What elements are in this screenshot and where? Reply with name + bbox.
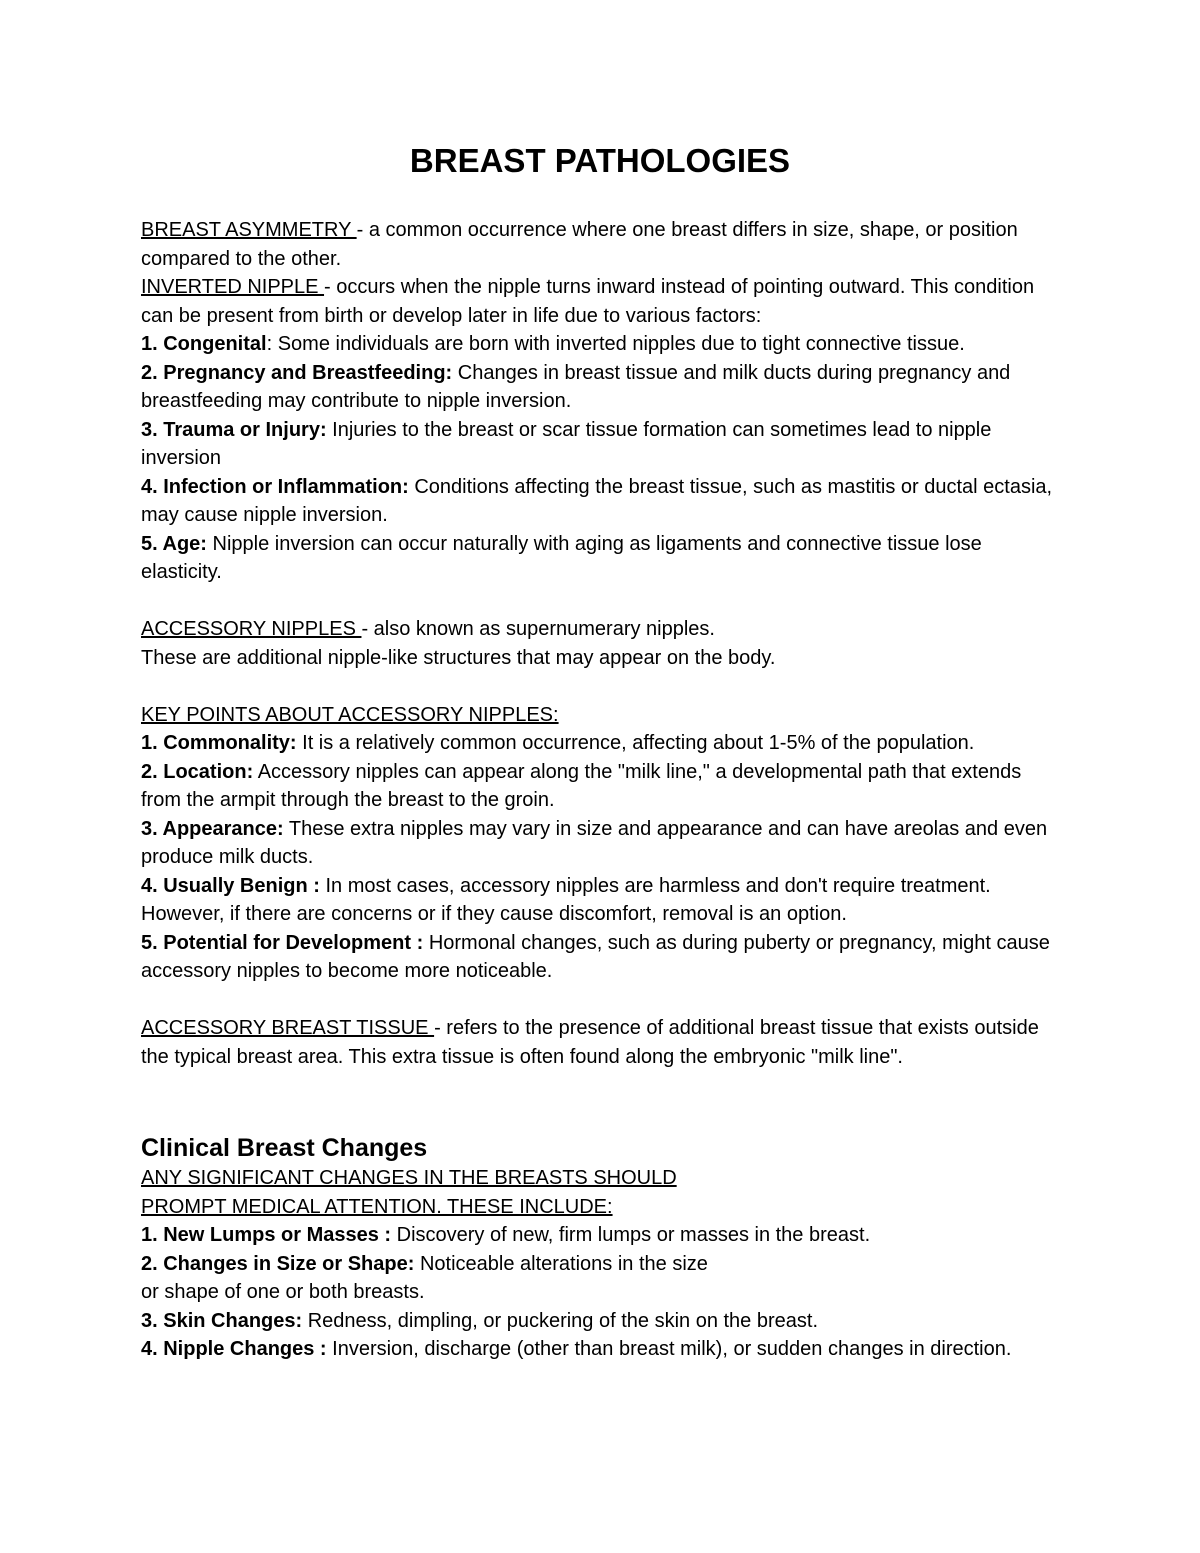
list-item-label: 5. Age: bbox=[141, 532, 207, 555]
list-item-text: Discovery of new, firm lumps or masses in the breast. bbox=[391, 1224, 871, 1246]
spacer bbox=[141, 672, 1066, 701]
list-item bbox=[141, 1335, 1066, 1364]
list-item-label: 3. Appearance: bbox=[141, 817, 284, 840]
list-item bbox=[141, 872, 1066, 929]
breast-asymmetry-term: BREAST ASYMMETRY bbox=[141, 219, 357, 241]
breast-asymmetry-text: - a common occurrence where one breast differs in size, shape, or position compared to the other. bbox=[141, 219, 1018, 270]
accessory-nipples-paragraph bbox=[141, 615, 1066, 644]
clinical-changes-heading: Clinical Breast Changes bbox=[141, 1134, 428, 1162]
list-item-text: Hormonal changes, such as during puberty or pregnancy, might cause accessory nipples to become more noticeable. bbox=[141, 931, 1050, 982]
list-item-label: 1. Congenital bbox=[141, 333, 267, 355]
list-item-text: Conditions affecting the breast tissue, such as mastitis or ductal ectasia, may cause nipple inversion. bbox=[141, 475, 1053, 526]
list-item-label: 2. Location: bbox=[141, 760, 254, 783]
list-item-label: 3. Trauma or Injury: bbox=[141, 418, 327, 441]
list-item-label: 4. Usually Benign : bbox=[141, 874, 320, 897]
list-item-label: 4. Nipple Changes : bbox=[141, 1338, 327, 1360]
document-body bbox=[141, 216, 1066, 1364]
inverted-nipple-term: INVERTED NIPPLE bbox=[141, 276, 325, 298]
list-item bbox=[141, 1250, 1066, 1279]
spacer bbox=[141, 587, 1066, 616]
list-item-label: 3. Skin Changes: bbox=[141, 1309, 303, 1332]
accessory-breast-tissue-text: - refers to the presence of additional breast tissue that exists outside the typical breast area. This extra tissue is often found along the embryonic "milk line". bbox=[141, 1017, 1039, 1068]
list-item-text: Injuries to the breast or scar tissue formation can sometimes lead to nipple inversion bbox=[141, 418, 992, 469]
breast-asymmetry-paragraph bbox=[141, 216, 1066, 273]
key-points-heading: KEY POINTS ABOUT ACCESSORY NIPPLES: bbox=[141, 703, 559, 726]
list-item-text: It is a relatively common occurrence, affecting about 1-5% of the population. bbox=[296, 732, 975, 754]
page-title: BREAST PATHOLOGIES bbox=[409, 142, 791, 179]
list-item-label: 5. Potential for Development : bbox=[141, 931, 424, 954]
accessory-nipples-text: - also known as supernumerary nipples. bbox=[361, 618, 715, 640]
accessory-breast-tissue-term: ACCESSORY BREAST TISSUE bbox=[141, 1017, 435, 1039]
list-item-text: : Some individuals are born with inverted nipples due to tight connective tissue. bbox=[266, 333, 965, 355]
list-item-text: In most cases, accessory nipples are harmless and don't require treatment. However, if there are concerns or if they cause discomfort, removal is an option. bbox=[141, 874, 991, 925]
clinical-intro-line-2: PROMPT MEDICAL ATTENTION. THESE INCLUDE: bbox=[141, 1195, 613, 1218]
list-item-text: Noticeable alterations in the size bbox=[414, 1252, 708, 1275]
list-item-text: Accessory nipples can appear along the "milk line," a developmental path that extends from the armpit through the breast to the groin. bbox=[141, 760, 1022, 811]
list-item bbox=[141, 815, 1066, 872]
list-item bbox=[141, 330, 1066, 359]
list-item-text: Redness, dimpling, or puckering of the skin on the breast. bbox=[302, 1309, 818, 1332]
spacer bbox=[141, 1071, 1066, 1128]
list-item bbox=[141, 1221, 1066, 1250]
accessory-nipples-description: These are additional nipple-like structures that may appear on the body. bbox=[141, 646, 776, 669]
inverted-nipple-text: - occurs when the nipple turns inward instead of pointing outward. This condition can be present from birth or develop later in life due to various factors: bbox=[141, 276, 1035, 327]
accessory-nipples-term: ACCESSORY NIPPLES bbox=[141, 618, 362, 640]
list-item-text: These extra nipples may vary in size and appearance and can have areolas and even produce milk ducts. bbox=[141, 817, 1048, 868]
list-item bbox=[141, 729, 1066, 758]
list-item bbox=[141, 359, 1066, 416]
list-item-continuation: or shape of one or both breasts. bbox=[141, 1281, 425, 1303]
list-item bbox=[141, 473, 1066, 530]
list-item-label: 2. Changes in Size or Shape: bbox=[141, 1252, 415, 1275]
list-item-label: 1. Commonality: bbox=[141, 732, 297, 754]
list-item-text: Nipple inversion can occur naturally with aging as ligaments and connective tissue lose elasticity. bbox=[141, 532, 982, 583]
list-item-text: Changes in breast tissue and milk ducts during pregnancy and breastfeeding may contribute to nipple inversion. bbox=[141, 361, 1011, 412]
list-item bbox=[141, 416, 1066, 473]
list-item bbox=[141, 758, 1066, 815]
accessory-breast-tissue-paragraph bbox=[141, 1014, 1066, 1071]
inverted-nipple-paragraph bbox=[141, 273, 1066, 330]
list-item-label: 4. Infection or Inflammation: bbox=[141, 475, 409, 498]
list-item bbox=[141, 929, 1066, 986]
list-item bbox=[141, 530, 1066, 587]
list-item bbox=[141, 1307, 1066, 1336]
spacer bbox=[141, 986, 1066, 1015]
clinical-intro-line-1: ANY SIGNIFICANT CHANGES IN THE BREASTS SHOULD bbox=[141, 1167, 677, 1189]
list-item-label: 1. New Lumps or Masses : bbox=[141, 1224, 392, 1246]
list-item-text: Inversion, discharge (other than breast milk), or sudden changes in direction. bbox=[326, 1338, 1012, 1360]
list-item-label: 2. Pregnancy and Breastfeeding: bbox=[141, 361, 453, 384]
